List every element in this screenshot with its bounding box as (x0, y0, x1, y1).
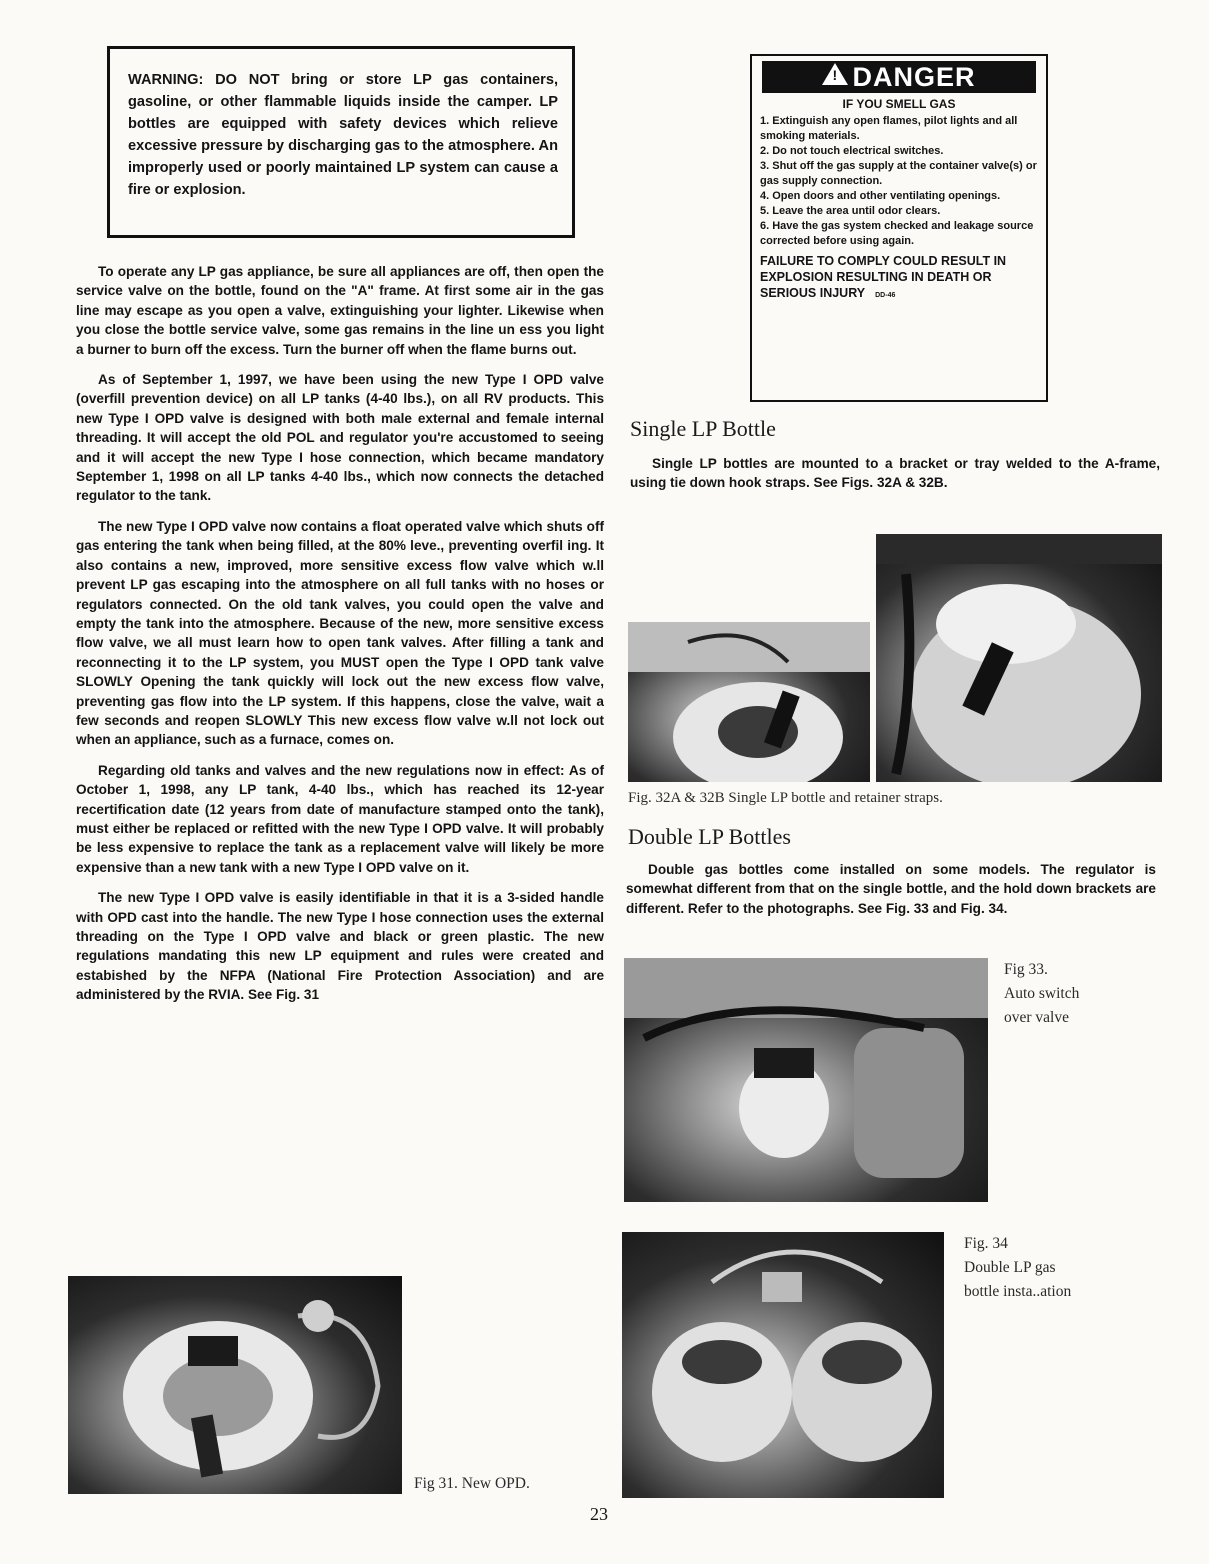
paragraph-regulations: Regarding old tanks and valves and the new regulations now in effect: As of October 1, 1998, any LP tank, 4-40 lbs., which has reached its 12-year recertification date (12 years from date of manufacture stamped onto the tank), must either be replaced or refitted with the new Type I OPD valve. It will probably be less expensive to replace the tank as a replacement valve will likely be more expensive than a new tank with a new Type I OPD valve on it. (76, 762, 604, 875)
fig-33-caption (1004, 958, 1079, 1030)
danger-footer (760, 253, 1038, 304)
warning-text: WARNING: DO NOT bring or store LP gas containers, gasoline, or other flammable liquids inside the camper. LP bottles are equipped with safety devices which relieve excessive pressure by discharging gas to the atmosphere. An improperly used or poorly maintained LP system can cause a fire or explosion. (128, 72, 558, 198)
double-heading: Double LP Bottles (628, 824, 791, 849)
danger-title: DANGER (852, 62, 976, 92)
fig-34-caption (964, 1232, 1071, 1304)
paragraph-float-valve: The new Type I OPD valve now contains a float operated valve which shuts off gas entering the tank when being filled, at the 80% leve., preventing overfil ing. It also contains a new, improved, more sensitive excess flow valve which w.ll prevent LP gas escaping into the atmosphere on all full tanks with no hoses or regulators connected. On the old tank valves, you could open the valve and empty the tank into the atmosphere. Because of the new, more sensitive excess flow valve, we all must learn how to open tank valves. After filling a tank and reconnecting it to the LP system, you MUST open the Type I OPD tank valve SLOWLY Opening the tank quickly will lock out the new excess flow valve, preventing gas flow into the LP system. If this happens, close the valve, wait a few seconds and reopen SLOWLY This new excess flow valve w.ll not lock out when an appliance, such as a furnace, comes on. (76, 518, 604, 748)
danger-header (762, 61, 1036, 93)
fig-34-photo (622, 1232, 944, 1498)
danger-item-2: 2. Do not touch electrical switches. (760, 145, 944, 157)
fig-32b-photo (876, 534, 1162, 782)
single-text: Single LP bottles are mounted to a bracket or tray welded to the A-frame, using tie down hook straps. See Figs. 32A & 32B. (630, 456, 1160, 491)
fig-34-line-2: Double LP gas (964, 1259, 1056, 1276)
danger-label (750, 54, 1048, 402)
fig-31-image (68, 1276, 402, 1494)
danger-footer-text: FAILURE TO COMPLY COULD RESULT IN EXPLOSION RESULTING IN DEATH OR SERIOUS INJURY (760, 254, 1007, 300)
fig-32a-photo (628, 622, 870, 782)
warning-triangle-icon: ! (822, 63, 848, 85)
paragraph-operate: To operate any LP gas appliance, be sure all appliances are off, then open the service valve on the bottle, found on the "A" frame. At first some air in the gas line may escape as you open a valve, extinguishing your lighter. Likewise when you close the bottle service valve, some gas remains in the line un ess you light a burner to burn off the excess. Turn the burner off when the flame burns out. (76, 264, 604, 357)
paragraph-identifiable: The new Type I OPD valve is easily identifiable in that it is a 3-sided handle with OPD cast into the handle. The new Type I hose connection uses the external threading on the Type I OPD valve and black or green plastic. The new regulations mandating this new LP equipment and rules were created and estabished by the NFPA (National Fire Protection Association) and are administered by the RVIA. See Fig. 31 (76, 890, 604, 1003)
fig-32a-image (628, 622, 870, 782)
danger-code: DD-46 (875, 292, 896, 299)
left-column (76, 262, 604, 1016)
warning-box (107, 46, 575, 238)
page-number: 23 (590, 1504, 608, 1524)
danger-item-4: 4. Open doors and other ventilating openings. (760, 190, 1001, 202)
fig-34-line-3: bottle insta..ation (964, 1283, 1072, 1300)
fig-34-line-1: Fig. 34 (964, 1235, 1008, 1252)
fig-33-line-1: Fig 33. (1004, 961, 1048, 978)
fig-33-line-3: over valve (1004, 1009, 1069, 1026)
double-text: Double gas bottles come installed on some models. The regulator is somewhat different from that on the single bottle, and the hold down brackets are different. Refer to the photographs. See Fig. 33 and Fig. 34. (626, 862, 1156, 916)
fig-31-caption: Fig 31. New OPD. (414, 1475, 530, 1492)
single-heading: Single LP Bottle (630, 416, 776, 441)
paragraph-september: As of September 1, 1997, we have been using the new Type I OPD valve (overfill prevention device) on all LP tanks (4-40 lbs.), on all RV products. This new Type I OPD valve is designed with both male external and female internal threading. It will accept the old POL and regulator you're accustomed to seeing and it will accept the new Type I hose connection, which became mandatory September 1, 1998 on all LP tanks 4-40 lbs., which now connects the detached regulator to the tank. (76, 372, 604, 504)
danger-item-1: 1. Extinguish any open flames, pilot lights and all smoking materials. (760, 115, 1018, 142)
fig-34-image (622, 1232, 944, 1498)
fig-33-line-2: Auto switch (1004, 985, 1080, 1002)
fig-33-photo (624, 958, 988, 1202)
danger-subtitle: IF YOU SMELL GAS (842, 97, 956, 111)
fig-32-caption: Fig. 32A & 32B Single LP bottle and retainer straps. (628, 790, 943, 806)
danger-item-5: 5. Leave the area until odor clears. (760, 205, 941, 217)
danger-item-6: 6. Have the gas system checked and leakage source corrected before using again. (760, 220, 1034, 247)
fig-32b-image (876, 534, 1162, 782)
danger-item-3: 3. Shut off the gas supply at the container valve(s) or gas supply connection. (760, 160, 1037, 187)
fig-31-photo (68, 1276, 402, 1494)
fig-33-image (624, 958, 988, 1202)
